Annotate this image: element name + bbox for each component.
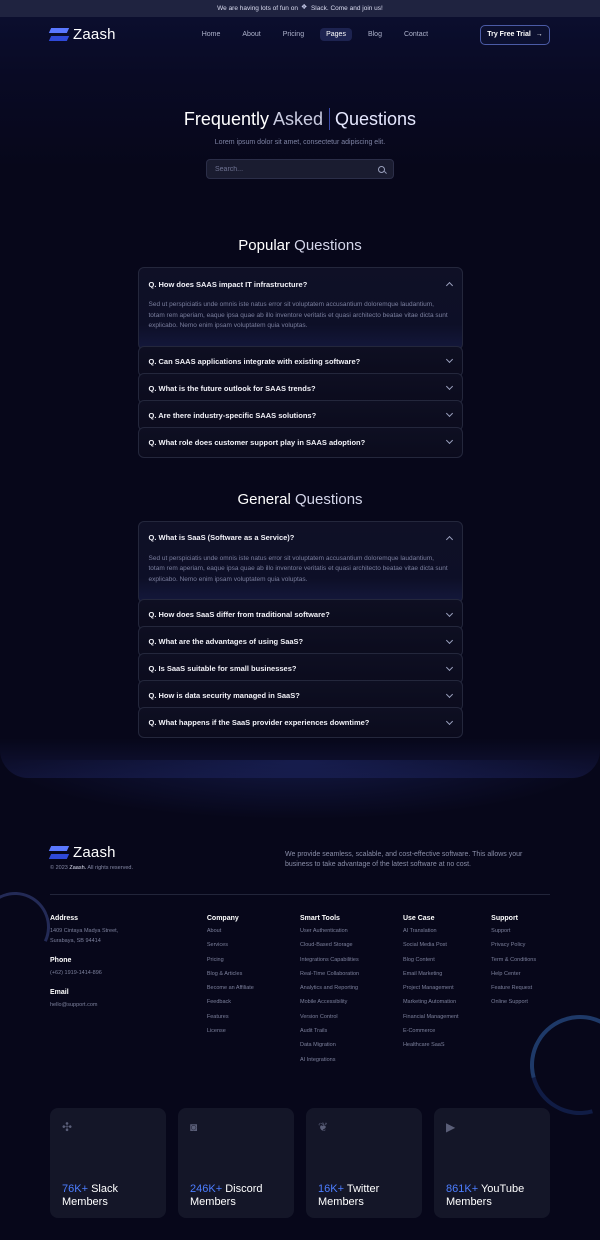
social-members-label: Members xyxy=(318,1196,364,1209)
footer-link[interactable]: Project Management xyxy=(402,985,454,992)
announcement-bar xyxy=(0,0,600,17)
footer-columns xyxy=(50,915,550,1071)
footer-column-support: Support Support Privacy Policy Term & Conditions Help Center Feature Request Online Support xyxy=(491,915,550,1071)
try-free-trial-label: Try Free Trial xyxy=(487,31,531,38)
social-count: 76K+ xyxy=(62,1182,88,1195)
chevron-down-icon[interactable] xyxy=(445,609,452,616)
social-card-youtube[interactable] xyxy=(434,1108,550,1218)
faq-item[interactable] xyxy=(138,707,463,738)
popular-questions-section xyxy=(0,237,600,458)
faq-question: Q. What are the advantages of using SaaS? xyxy=(148,637,304,646)
nav-link-blog[interactable]: Blog xyxy=(367,31,382,38)
footer-contact xyxy=(50,915,207,1071)
footer-link[interactable]: License xyxy=(206,1028,226,1035)
nav-link-pages[interactable]: Pages xyxy=(320,28,352,41)
email-label: Email xyxy=(50,989,69,996)
faq-question: Q. What happens if the SaaS provider experiences downtime? xyxy=(148,718,370,727)
faq-question: Q. Is SaaS suitable for small businesses? xyxy=(148,664,297,673)
chevron-down-icon[interactable] xyxy=(445,410,452,417)
try-free-trial-button[interactable] xyxy=(480,25,550,45)
general-questions-section xyxy=(0,491,600,739)
footer-link[interactable]: Email Marketing xyxy=(402,970,443,977)
social-label: Twitter xyxy=(346,1182,380,1195)
faq-question: Q. How does SaaS differ from traditional software? xyxy=(148,610,330,619)
footer-link[interactable]: Become an Affiliate xyxy=(206,985,254,992)
footer-link[interactable]: Term & Conditions xyxy=(491,956,537,963)
chevron-down-icon[interactable] xyxy=(445,690,452,697)
search-box[interactable] xyxy=(206,159,394,179)
general-section-title: General Questions xyxy=(237,490,363,508)
footer-link[interactable]: Feedback xyxy=(206,999,232,1006)
phone-label: Phone xyxy=(50,957,72,964)
popular-faq-list xyxy=(138,267,463,458)
slack-icon xyxy=(301,5,308,12)
faq-answer: Sed ut perspiciatis unde omnis iste natus error sit voluptatem accusantium doloremque laudantium, totam rem aperiam, eaque ipsa quae ab illo inventore veritatis et quasi architecto beatae vitae dicta sunt explicabo. Nemo enim ipsam voluptatem quia voluptas. xyxy=(148,301,448,329)
chevron-down-icon[interactable] xyxy=(445,663,452,670)
faq-question: Q. Are there industry-specific SAAS solutions? xyxy=(148,410,317,420)
social-card-twitter[interactable] xyxy=(306,1108,422,1218)
social-card-discord[interactable] xyxy=(178,1108,294,1218)
announcement-text-end[interactable]: Slack. Come and join us! xyxy=(310,5,383,12)
chevron-down-icon[interactable] xyxy=(445,717,452,724)
logo-text: Zaash xyxy=(73,26,116,43)
footer-column-smart-tools: Smart Tools User Authentication Cloud-Based Storage Integrations Capabilities Real-Time Collaboration Analytics and Reporting Mobile Accessibility Version Control Audit Trails Data Migration AI Integrations xyxy=(300,915,403,1071)
footer-logo-text: Zaash xyxy=(73,844,116,861)
chevron-up-icon[interactable] xyxy=(445,282,452,289)
arrow-right-icon: → xyxy=(535,31,543,38)
chevron-down-icon[interactable] xyxy=(445,437,452,444)
social-cards xyxy=(50,1108,550,1218)
social-card-slack[interactable] xyxy=(50,1108,166,1218)
footer-link[interactable]: Healthcare SaaS xyxy=(402,1042,445,1049)
logo-mark-icon xyxy=(50,846,68,860)
faq-item[interactable] xyxy=(138,427,463,458)
title-word-asked: Asked xyxy=(272,108,324,129)
footer-link[interactable]: AI Translation xyxy=(402,928,437,934)
faq-item[interactable] xyxy=(138,346,463,377)
faq-question: Q. What role does customer support play in SAAS adoption? xyxy=(148,437,366,447)
nav-link-home[interactable]: Home xyxy=(201,31,221,38)
footer-divider xyxy=(50,894,550,895)
footer-link[interactable]: Blog Content xyxy=(402,956,435,963)
general-faq-list xyxy=(138,521,463,739)
footer-brand xyxy=(50,844,133,871)
hero-section xyxy=(0,17,600,778)
faq-item[interactable] xyxy=(138,400,463,431)
popular-section-title: Popular Questions xyxy=(238,237,362,254)
chevron-up-icon[interactable] xyxy=(445,535,452,542)
footer-link[interactable]: Data Migration xyxy=(300,1042,336,1049)
announcement-text-start: We are having lots of fun on xyxy=(217,5,298,12)
faq-question: Q. How is data security managed in SaaS? xyxy=(148,691,300,700)
footer-link[interactable]: About xyxy=(206,928,222,934)
address-label: Address xyxy=(50,915,79,922)
footer-link[interactable]: Mobile Accessibility xyxy=(300,999,348,1006)
footer xyxy=(0,844,600,1218)
logo[interactable] xyxy=(50,26,116,43)
nav-link-about[interactable]: About xyxy=(242,31,261,38)
faq-question: Q. What is SaaS (Software as a Service)? xyxy=(148,533,295,542)
address-text: 1409 Cintaya Madya Street, Surabaya, SB 94414 xyxy=(50,928,119,944)
footer-top xyxy=(50,844,550,871)
footer-link[interactable]: Cloud-Based Storage xyxy=(300,942,353,949)
social-count: 246K+ xyxy=(190,1182,223,1195)
social-count: 861K+ xyxy=(446,1182,479,1195)
social-members-label: Members xyxy=(62,1196,108,1209)
social-label: Slack xyxy=(91,1182,118,1195)
footer-link[interactable]: Pricing xyxy=(206,956,224,963)
chevron-down-icon[interactable] xyxy=(445,356,452,363)
twitter-icon: ❦ xyxy=(318,1119,329,1134)
discord-icon: ◙ xyxy=(190,1119,198,1134)
email-text[interactable]: hello@support.com xyxy=(50,1002,98,1008)
footer-link[interactable]: Marketing Automation xyxy=(402,999,457,1006)
search-icon[interactable] xyxy=(378,166,385,173)
footer-link[interactable]: Audit Trails xyxy=(300,1028,328,1035)
footer-link[interactable]: Blog & Articles xyxy=(206,970,243,977)
social-label: Discord xyxy=(225,1182,263,1195)
footer-link[interactable]: Integrations Capabilities xyxy=(300,956,359,963)
chevron-down-icon[interactable] xyxy=(445,636,452,643)
page-subtitle: Lorem ipsum dolor sit amet, consectetur adipiscing elit. xyxy=(214,139,386,146)
footer-link[interactable]: E-Commerce xyxy=(402,1028,436,1035)
faq-header xyxy=(0,108,600,179)
chevron-down-icon[interactable] xyxy=(445,383,452,390)
faq-question: Q. How does SAAS impact IT infrastructure? xyxy=(148,279,308,289)
nav-links xyxy=(196,28,434,41)
section-glow xyxy=(0,760,600,820)
faq-question: Q. What is the future outlook for SAAS trends? xyxy=(148,383,316,393)
title-word-frequently: Frequently xyxy=(183,108,269,129)
copyright: © 2023 Zaash. All rights reserved. xyxy=(50,865,133,871)
footer-link[interactable]: Help Center xyxy=(491,970,521,977)
social-members-label: Members xyxy=(446,1196,492,1209)
phone-text[interactable]: (+62) 1919-1414-896 xyxy=(50,970,102,976)
title-word-questions: Questions xyxy=(335,108,417,129)
footer-logo[interactable] xyxy=(50,844,133,861)
social-members-label: Members xyxy=(190,1196,236,1209)
footer-link[interactable]: Version Control xyxy=(300,1013,338,1020)
footer-link[interactable]: Real-Time Collaboration xyxy=(300,970,360,977)
faq-item[interactable] xyxy=(138,521,463,604)
title-divider xyxy=(329,108,330,130)
footer-description: We provide seamless, scalable, and cost-effective software. This allows your business to take advantage of the latest software at no cost. xyxy=(285,851,523,868)
slack-icon: ✣ xyxy=(62,1119,73,1134)
youtube-icon: ▶ xyxy=(446,1119,456,1134)
logo-mark-icon xyxy=(50,28,68,42)
footer-link[interactable]: Feature Request xyxy=(491,985,533,992)
search-input[interactable] xyxy=(215,166,378,173)
faq-item[interactable] xyxy=(138,373,463,404)
footer-link[interactable]: Online Support xyxy=(491,999,528,1006)
footer-link[interactable]: Services xyxy=(206,942,228,949)
nav-link-pricing[interactable]: Pricing xyxy=(282,31,305,38)
faq-item[interactable] xyxy=(138,267,463,350)
footer-column-company: Company About Services Pricing Blog & Articles Become an Affiliate Feedback Features License xyxy=(207,915,300,1071)
social-label: YouTube xyxy=(480,1182,525,1195)
footer-link[interactable]: AI Integrations xyxy=(300,1056,336,1063)
footer-link[interactable]: Analytics and Reporting xyxy=(300,985,359,992)
footer-link[interactable]: Financial Management xyxy=(402,1013,459,1020)
navbar xyxy=(0,17,600,52)
page-title xyxy=(0,108,600,130)
nav-link-contact[interactable]: Contact xyxy=(403,31,429,38)
footer-link[interactable]: Social Media Post xyxy=(402,942,447,949)
social-count: 16K+ xyxy=(318,1182,344,1195)
footer-link[interactable]: Support xyxy=(491,928,511,934)
footer-link[interactable]: User Authentication xyxy=(300,928,348,934)
footer-link[interactable]: Privacy Policy xyxy=(491,942,526,949)
faq-question: Q. Can SAAS applications integrate with existing software? xyxy=(148,356,361,366)
faq-answer: Sed ut perspiciatis unde omnis iste natus error sit voluptatem accusantium doloremque laudantium, totam rem aperiam, eaque ipsa quae ab illo inventore veritatis et quasi architecto beatae vitae dicta sunt explicabo. Nemo enim ipsam voluptatem quia voluptas. xyxy=(148,554,448,583)
footer-link[interactable]: Features xyxy=(206,1013,229,1020)
footer-column-use-case: Use Case AI Translation Social Media Post Blog Content Email Marketing Project Management Marketing Automation Financial Management E-Commerce Healthcare SaaS xyxy=(403,915,491,1071)
